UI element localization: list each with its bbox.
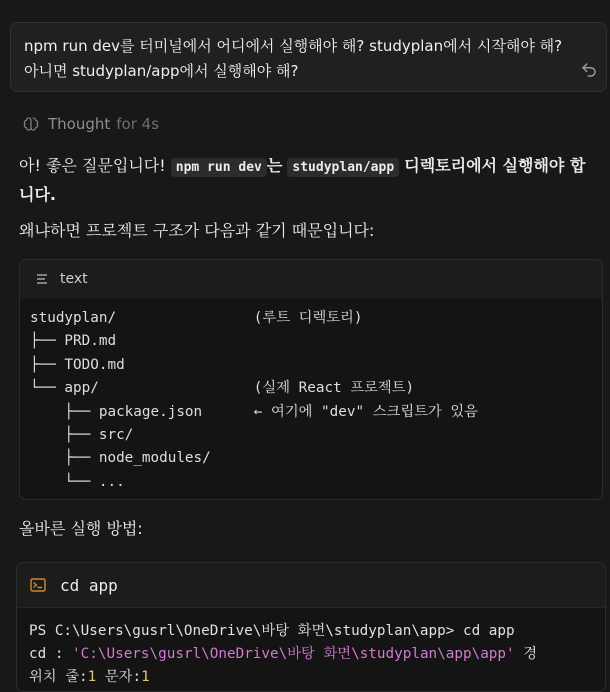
answer-reason: 왜냐하면 프로젝트 구조가 다음과 같기 때문입니다: [19,221,375,240]
brain-icon [22,115,40,133]
intro-prefix: 아! 좋은 질문입니다! [19,156,166,175]
code-block [19,259,603,500]
terminal-block [16,562,606,692]
intro-suffix: 디렉토리에서 실행해야 합니다. [19,156,586,204]
position-char-number: 1 [141,669,150,685]
intro-mid: 는 [266,156,283,175]
terminal-output [17,608,605,689]
thought-duration: for 4s [116,115,160,133]
code-block-header [20,260,602,298]
terminal-line-error [29,643,605,666]
error-suffix: 경 [514,646,538,662]
text-lines-icon [36,273,50,285]
tree-line: ├── package.json ← 여기에 "dev" 스크립트가 있음 [30,403,478,420]
terminal-icon [30,577,46,593]
answer-howto: 올바른 실행 방법: [19,519,143,538]
user-message-bubble [10,22,607,92]
inline-code-studyplan-app: studyplan/app [287,158,399,177]
tree-line: ├── PRD.md [30,333,117,350]
terminal-header[interactable] [17,563,605,608]
thought-indicator[interactable] [22,113,159,135]
terminal-line-prompt: PS C:\Users\gusrl\OneDrive\바탕 화면\studyplan\app> cd app [29,623,515,639]
position-label-char: 문자: [96,669,142,685]
tree-line: studyplan/ (루트 디렉토리) [30,310,363,326]
code-block-language: text [60,271,88,287]
tree-line: └── ... [30,473,125,490]
tree-line: ├── TODO.md [30,356,125,373]
error-path: 'C:\Users\gusrl\OneDrive\바탕 화면\studyplan\app\app' [72,646,515,662]
position-line-number: 1 [87,669,97,685]
tree-line: ├── src/ [30,426,134,443]
position-label-line: 위치 줄: [29,669,88,685]
user-message-text: npm run dev를 터미널에서 어디에서 실행해야 해? studyplan에서 시작해야 해? 아니면 studyplan/app에서 실행해야 해? [24,37,563,80]
tree-line: ├── node_modules/ [30,450,211,467]
inline-code-npm-run-dev: npm run dev [171,158,267,177]
error-prefix: cd : [29,646,73,662]
thought-label: Thought [48,115,111,133]
tree-line: └── app/ (실제 React 프로젝트) [30,380,415,397]
directory-tree [20,298,602,494]
answer-intro [19,152,596,208]
undo-icon[interactable] [580,61,598,79]
terminal-command: cd app [60,575,118,595]
